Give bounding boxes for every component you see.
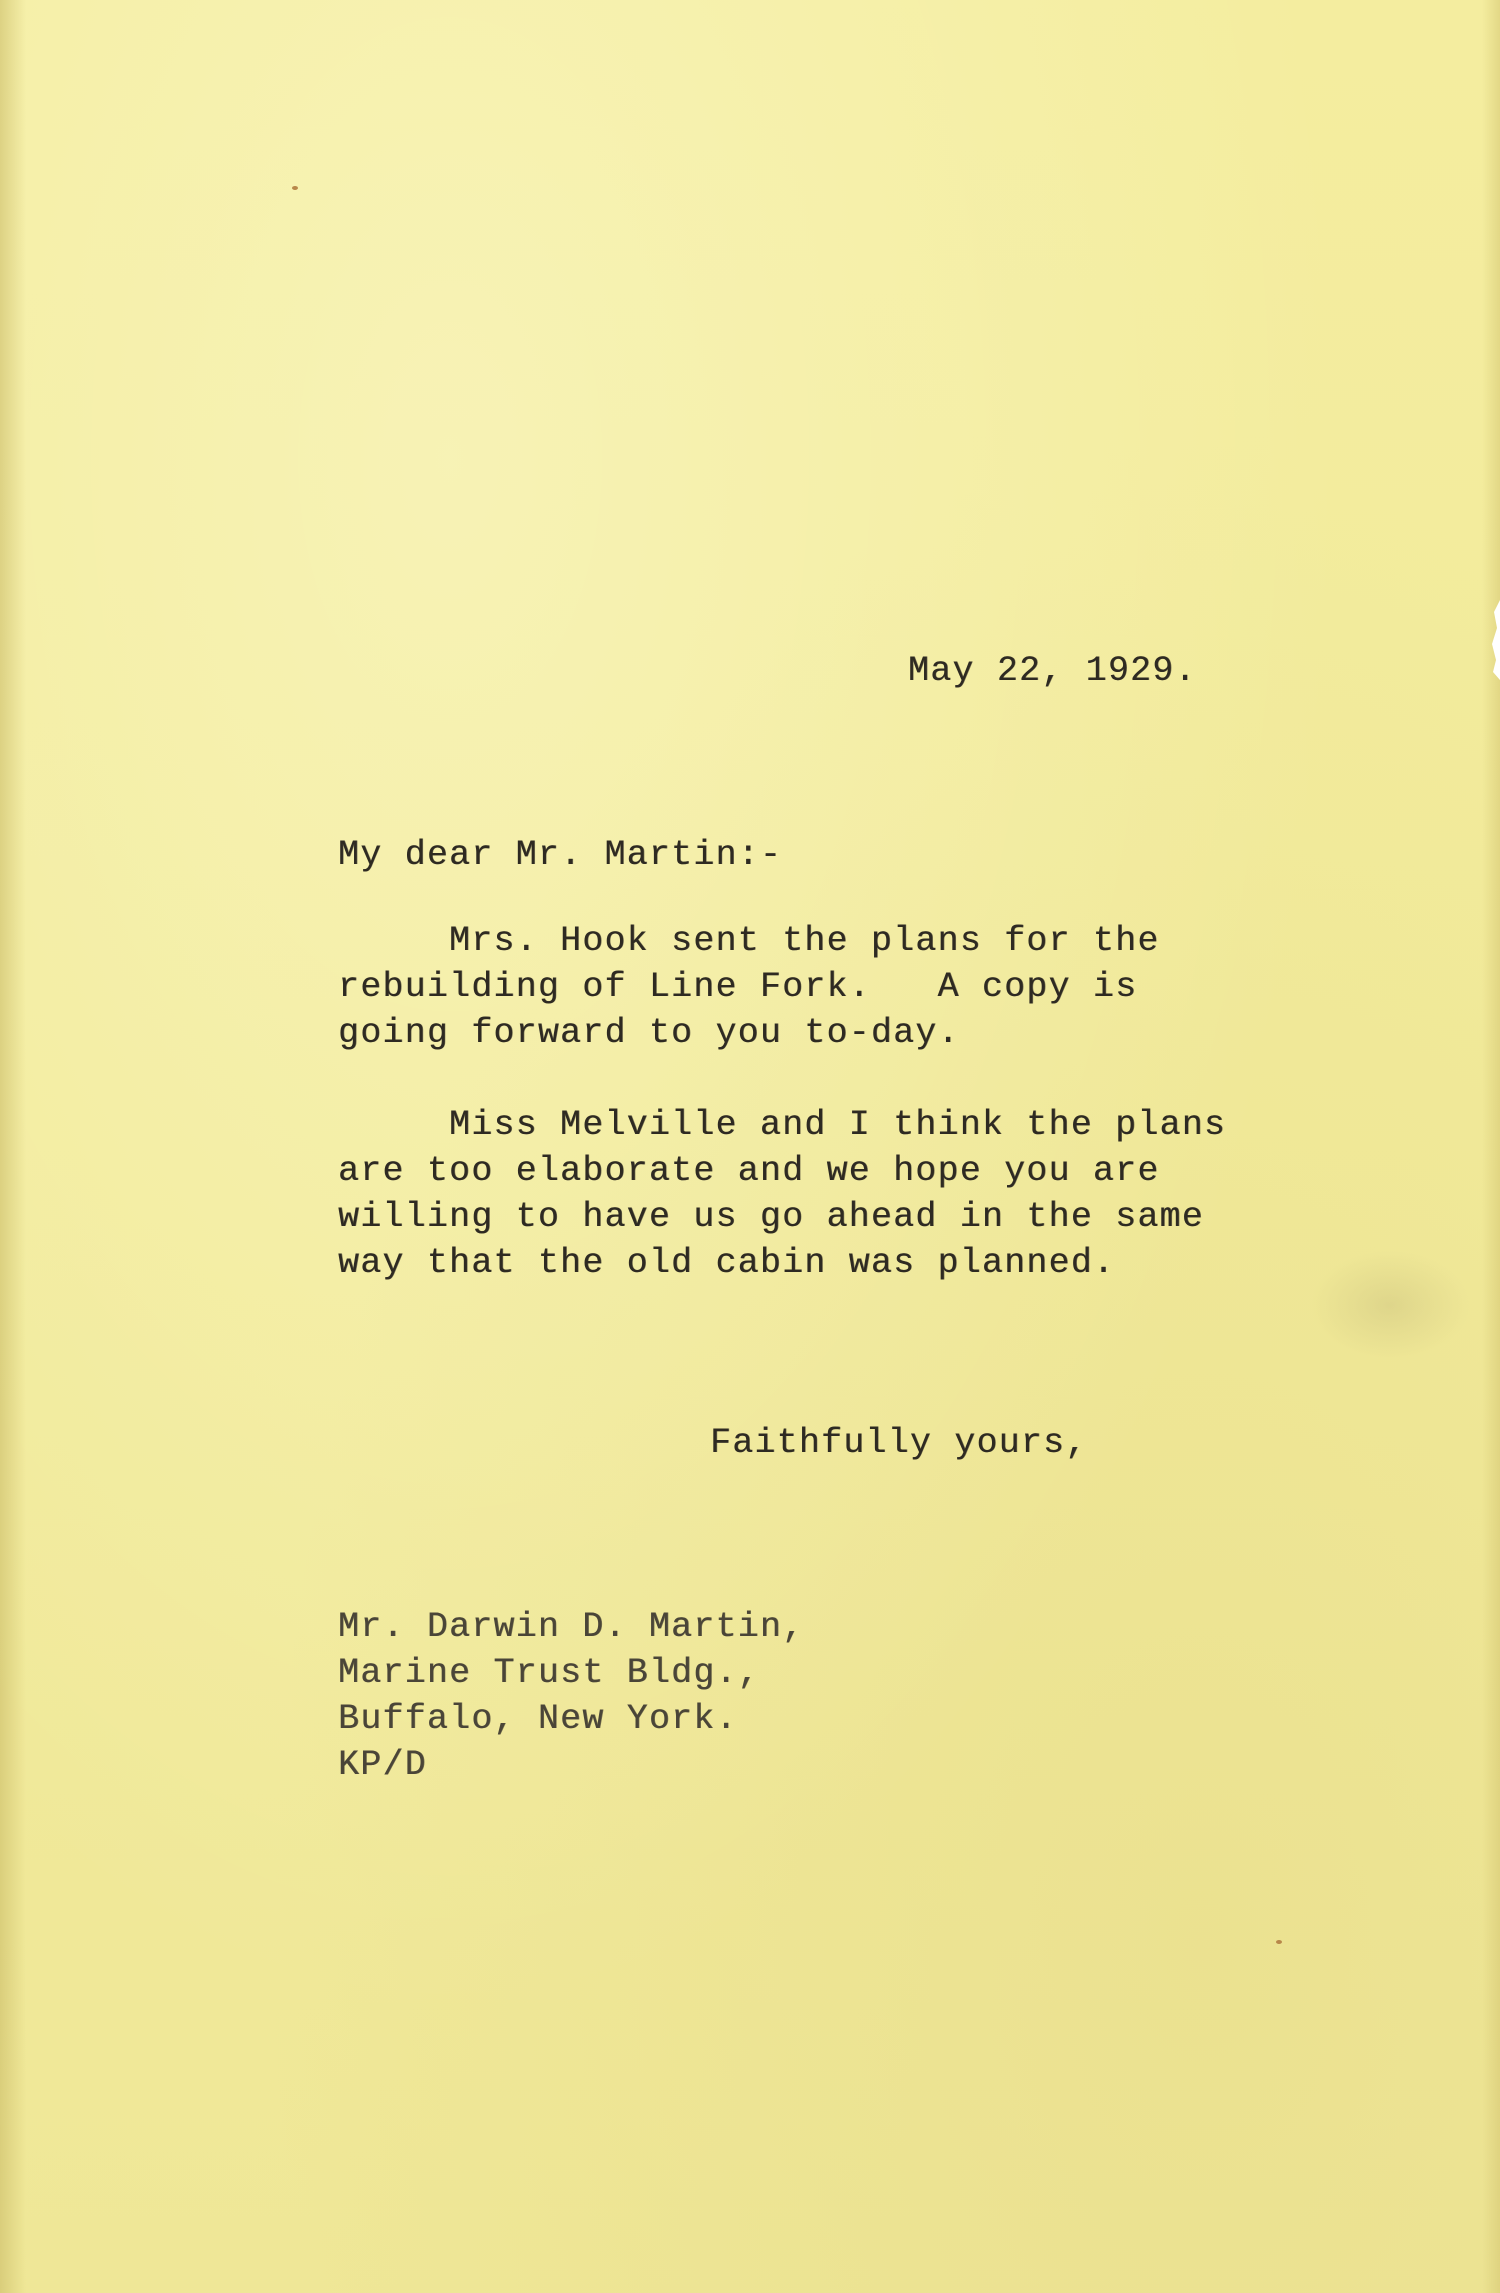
reference-initials: KP/D [338,1745,427,1785]
recipient-address-line: Buffalo, New York. [338,1699,738,1739]
paper-speck [292,186,298,190]
recipient-address-line: Marine Trust Bldg., [338,1653,760,1693]
letter-salutation: My dear Mr. Martin:- [338,835,783,875]
letter-body-line: Mrs. Hook sent the plans for the [338,921,1160,961]
letter-body-line: way that the old cabin was planned. [338,1243,1116,1283]
paper-smudge [1310,1250,1470,1360]
paper-edge-left [0,0,26,2293]
recipient-name: Mr. Darwin D. Martin, [338,1607,805,1647]
letter-closing: Faithfully yours, [710,1423,1088,1463]
paper-edge-right [1482,0,1500,2293]
letter-body-line: rebuilding of Line Fork. A copy is [338,967,1138,1007]
paper-speck [1276,1940,1282,1944]
letter-body-line: Miss Melville and I think the plans [338,1105,1227,1145]
letter-date: May 22, 1929. [908,651,1197,691]
letter-body-line: going forward to you to-day. [338,1013,960,1053]
letter-body-line: are too elaborate and we hope you are [338,1151,1160,1191]
letter-body-line: willing to have us go ahead in the same [338,1197,1204,1237]
